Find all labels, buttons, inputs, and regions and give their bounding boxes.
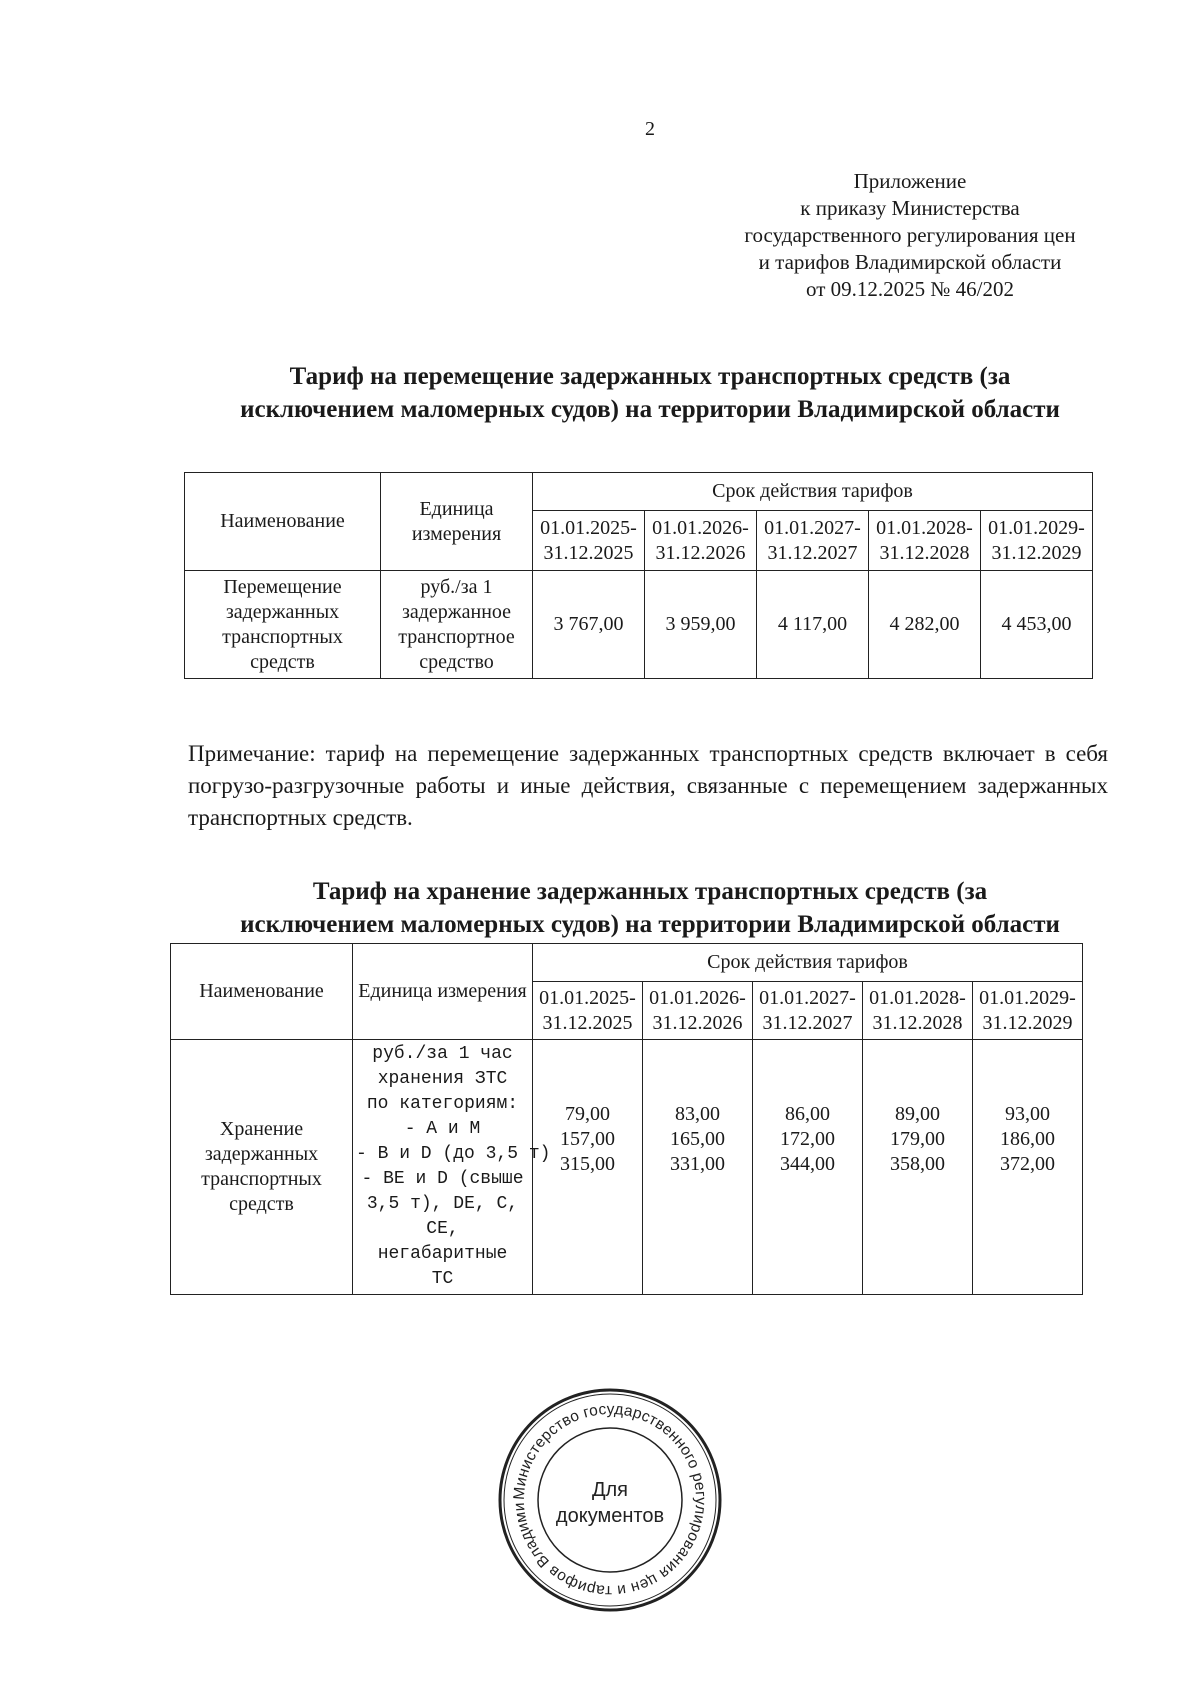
header-period-cell: 01.01.2025-31.12.2025: [533, 982, 643, 1040]
title-line: Тариф на перемещение задержанных транспортных средств (за: [289, 363, 1011, 390]
appendix-header: [700, 168, 1120, 303]
tariff-value: 315,00: [560, 1153, 615, 1175]
header-period-cell: 01.01.2027-31.12.2027: [757, 511, 869, 571]
unit-line: негабаритные: [377, 1244, 508, 1264]
header-period-cell: 01.01.2027-31.12.2027: [753, 982, 863, 1040]
header-period-cell: 01.01.2025-31.12.2025: [533, 511, 645, 571]
tariff-value: 331,00: [670, 1153, 725, 1175]
table-row: [185, 571, 1093, 679]
header-period: Срок действия тарифов: [533, 944, 1083, 982]
stamp-center-line: Для: [591, 1479, 629, 1501]
tariff-values-2028: [863, 1040, 973, 1295]
title-line: исключением маломерных судов) на территории Владимирской области: [240, 396, 1060, 423]
storage-tariff-table: [170, 943, 1083, 1295]
header-unit: Единица измерения: [381, 473, 533, 571]
tariff-value: 79,00: [565, 1103, 610, 1125]
header-period-cell: 01.01.2026-31.12.2026: [645, 511, 757, 571]
row-name: Перемещение задержанных транспортных средств: [185, 571, 381, 679]
unit-line: CE,: [426, 1219, 459, 1239]
table2-title: [150, 875, 1150, 941]
tariff-value: 89,00: [895, 1103, 940, 1125]
tariff-value: 179,00: [890, 1128, 945, 1150]
tariff-value: 86,00: [785, 1103, 830, 1125]
unit-line: ТС: [431, 1269, 454, 1289]
appendix-line: и тарифов Владимирской области: [758, 250, 1062, 274]
appendix-line: к приказу Министерства: [800, 196, 1020, 220]
tariff-values-2027: [753, 1040, 863, 1295]
row-unit: [353, 1040, 551, 1295]
table1-title: [150, 360, 1150, 426]
tariff-value: 4 453,00: [981, 571, 1093, 679]
unit-line: хранения ЗТС: [377, 1069, 508, 1089]
stamp-center-line: документов: [555, 1505, 665, 1527]
header-unit: Единица измерения: [353, 944, 533, 1040]
tariff-value: 172,00: [780, 1128, 835, 1150]
tariff-value: 3 767,00: [533, 571, 645, 679]
unit-line: руб./за 1 час: [372, 1044, 513, 1064]
unit-line: 3,5 т), DE, C,: [366, 1194, 519, 1214]
tariff-values-2026: [643, 1040, 753, 1295]
transfer-tariff-table: [184, 472, 1093, 679]
tariff-value: 4 282,00: [869, 571, 981, 679]
stamp-ring-text: Министерство государственного регулирования цен и тарифов Владими: [510, 1400, 710, 1600]
page-number: 2: [645, 118, 655, 140]
tariff-value: 4 117,00: [757, 571, 869, 679]
header-name: Наименование: [171, 944, 353, 1040]
tariff-value: 3 959,00: [645, 571, 757, 679]
unit-line: - В и D (до 3,5 т): [356, 1144, 551, 1164]
tariff-value: 93,00: [1005, 1103, 1050, 1125]
tariff-values-2025: [533, 1040, 643, 1295]
tariff-value: 372,00: [1000, 1153, 1055, 1175]
header-period-cell: 01.01.2026-31.12.2026: [643, 982, 753, 1040]
note-paragraph: Примечание: тариф на перемещение задержанных транспортных средств включает в себя погрузо-разгрузочные работы и иные действия, связанные с перемещением задержанных транспортных средств.: [188, 741, 1108, 830]
tariff-values-2029: [973, 1040, 1083, 1295]
unit-line: - А и М: [404, 1119, 481, 1139]
appendix-line: Приложение: [853, 169, 967, 193]
title-line: Тариф на хранение задержанных транспортных средств (за: [312, 878, 988, 905]
tariff-value: 165,00: [670, 1128, 725, 1150]
unit-line: - ВЕ и D (свыше: [361, 1169, 524, 1189]
unit-line: по категориям:: [366, 1094, 519, 1114]
header-period-cell: 01.01.2028-31.12.2028: [869, 511, 981, 571]
title-line: исключением маломерных судов) на территории Владимирской области: [240, 911, 1060, 938]
header-period: Срок действия тарифов: [533, 473, 1093, 511]
header-name: Наименование: [185, 473, 381, 571]
stamp-seal: [495, 1385, 725, 1615]
appendix-line: от 09.12.2025 № 46/202: [805, 277, 1015, 301]
row-unit: руб./за 1 задержанное транспортное средство: [381, 571, 533, 679]
tariff-value: 344,00: [780, 1153, 835, 1175]
official-stamp: [495, 1385, 725, 1615]
row-name: Хранение задержанных транспортных средств: [171, 1040, 353, 1295]
header-period-cell: 01.01.2028-31.12.2028: [863, 982, 973, 1040]
tariff-value: 186,00: [1000, 1128, 1055, 1150]
tariff-value: 83,00: [675, 1103, 720, 1125]
table-row: [171, 1040, 1083, 1295]
appendix-line: государственного регулирования цен: [744, 223, 1076, 247]
tariff-value: 358,00: [890, 1153, 945, 1175]
header-period-cell: 01.01.2029-31.12.2029: [973, 982, 1083, 1040]
tariff-value: 157,00: [560, 1128, 615, 1150]
header-period-cell: 01.01.2029-31.12.2029: [981, 511, 1093, 571]
